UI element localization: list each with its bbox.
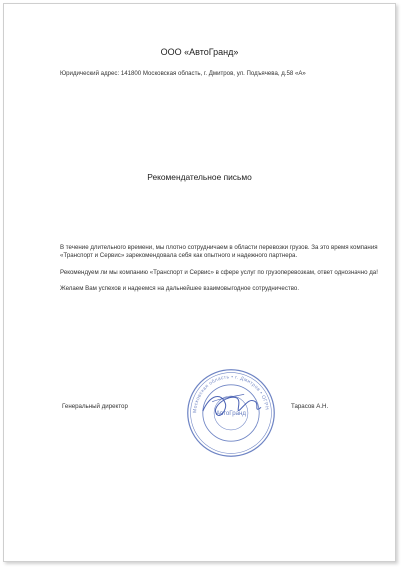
letter-body [60, 244, 390, 302]
seal-ring-text: Московская область • г. Дмитров • ОГРН [193, 375, 269, 414]
signatory-position: Генеральный директор [62, 403, 128, 410]
body-paragraph: Рекомендуем ли мы компанию «Транспорт и Сервис» в сфере услуг по грузоперевозкам, ответ однозначно да! [60, 268, 378, 276]
signatory-name: Тарасов А.Н. [291, 403, 329, 410]
letter-title: Рекомендательное письмо [147, 172, 252, 182]
letter-page [3, 3, 396, 562]
svg-text:Московская область • г. Дмитро [192, 375, 270, 413]
company-name: ООО «АвтоГранд» [160, 47, 239, 57]
legal-address: Юридический адрес: 141800 Московская область, г. Дмитров, ул. Подъячева, д.58 «А» [60, 70, 306, 77]
company-seal [184, 366, 278, 460]
seal-center-text: АвтоГранд [215, 409, 247, 417]
body-paragraph: В течение длительного времени, мы плотно сотрудничаем в области перевозки грузов. За это время компания «Транспорт и Сервис» зарекомендовала себя как опытного и надежного партнера. [60, 244, 378, 260]
body-paragraph: Желаем Вам успехов и надеемся на дальнейшее взаимовыгодное сотрудничество. [60, 285, 300, 293]
